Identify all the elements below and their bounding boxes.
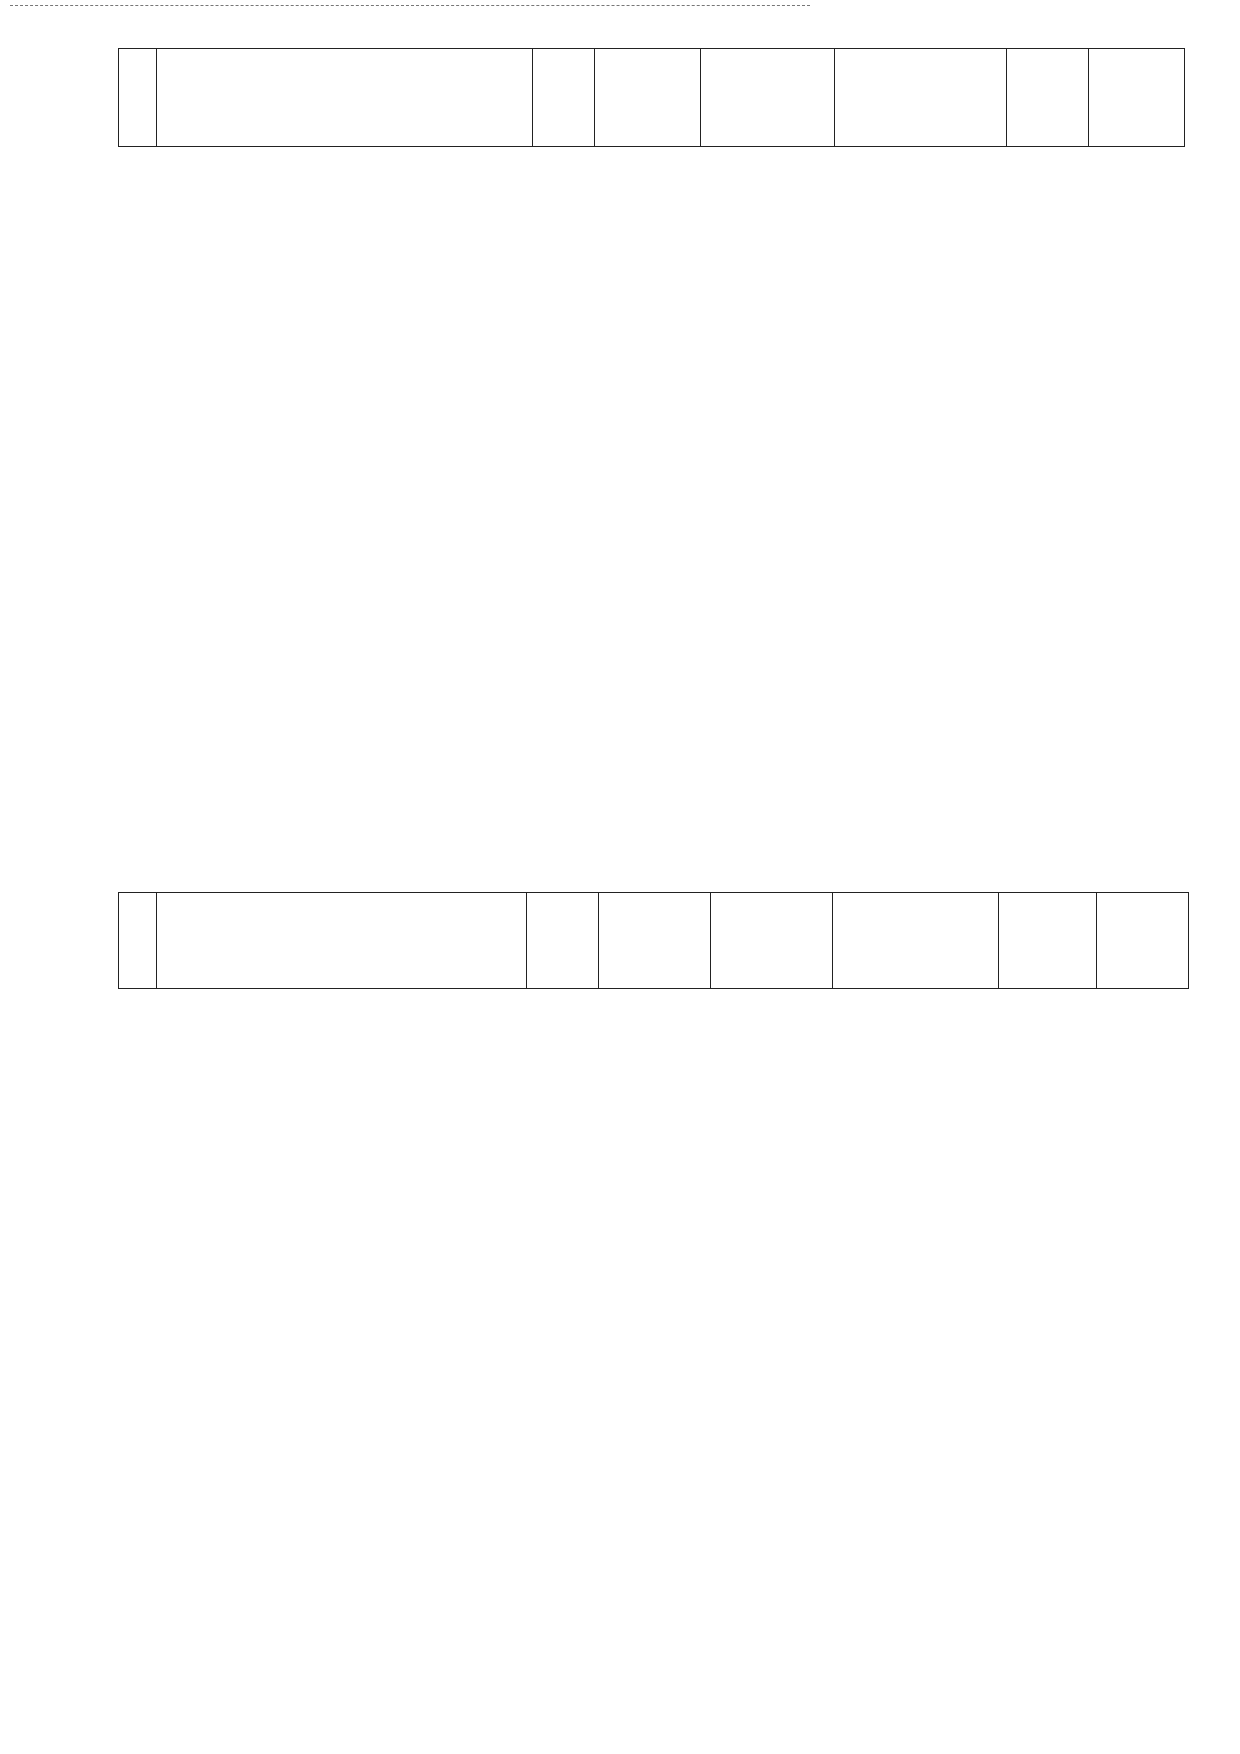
col-num-header (119, 893, 157, 989)
col-method-header (1089, 49, 1185, 147)
fixed-assets-table (118, 892, 1189, 989)
col-price-header (701, 49, 835, 147)
col-term-header (1007, 49, 1089, 147)
col-unit-header (527, 893, 599, 989)
col-total-header (835, 49, 1007, 147)
col-total-header (833, 893, 999, 989)
col-qty-header (599, 893, 711, 989)
header-row (119, 893, 1189, 989)
header-row (119, 49, 1185, 147)
col-name-header (157, 49, 533, 147)
col-num-header (119, 49, 157, 147)
col-name-header (157, 893, 527, 989)
col-term-header (999, 893, 1097, 989)
col-price-header (711, 893, 833, 989)
services-table (118, 48, 1185, 147)
col-qty-header (595, 49, 701, 147)
col-method-header (1097, 893, 1189, 989)
scan-top-edge (10, 5, 810, 6)
col-unit-header (533, 49, 595, 147)
